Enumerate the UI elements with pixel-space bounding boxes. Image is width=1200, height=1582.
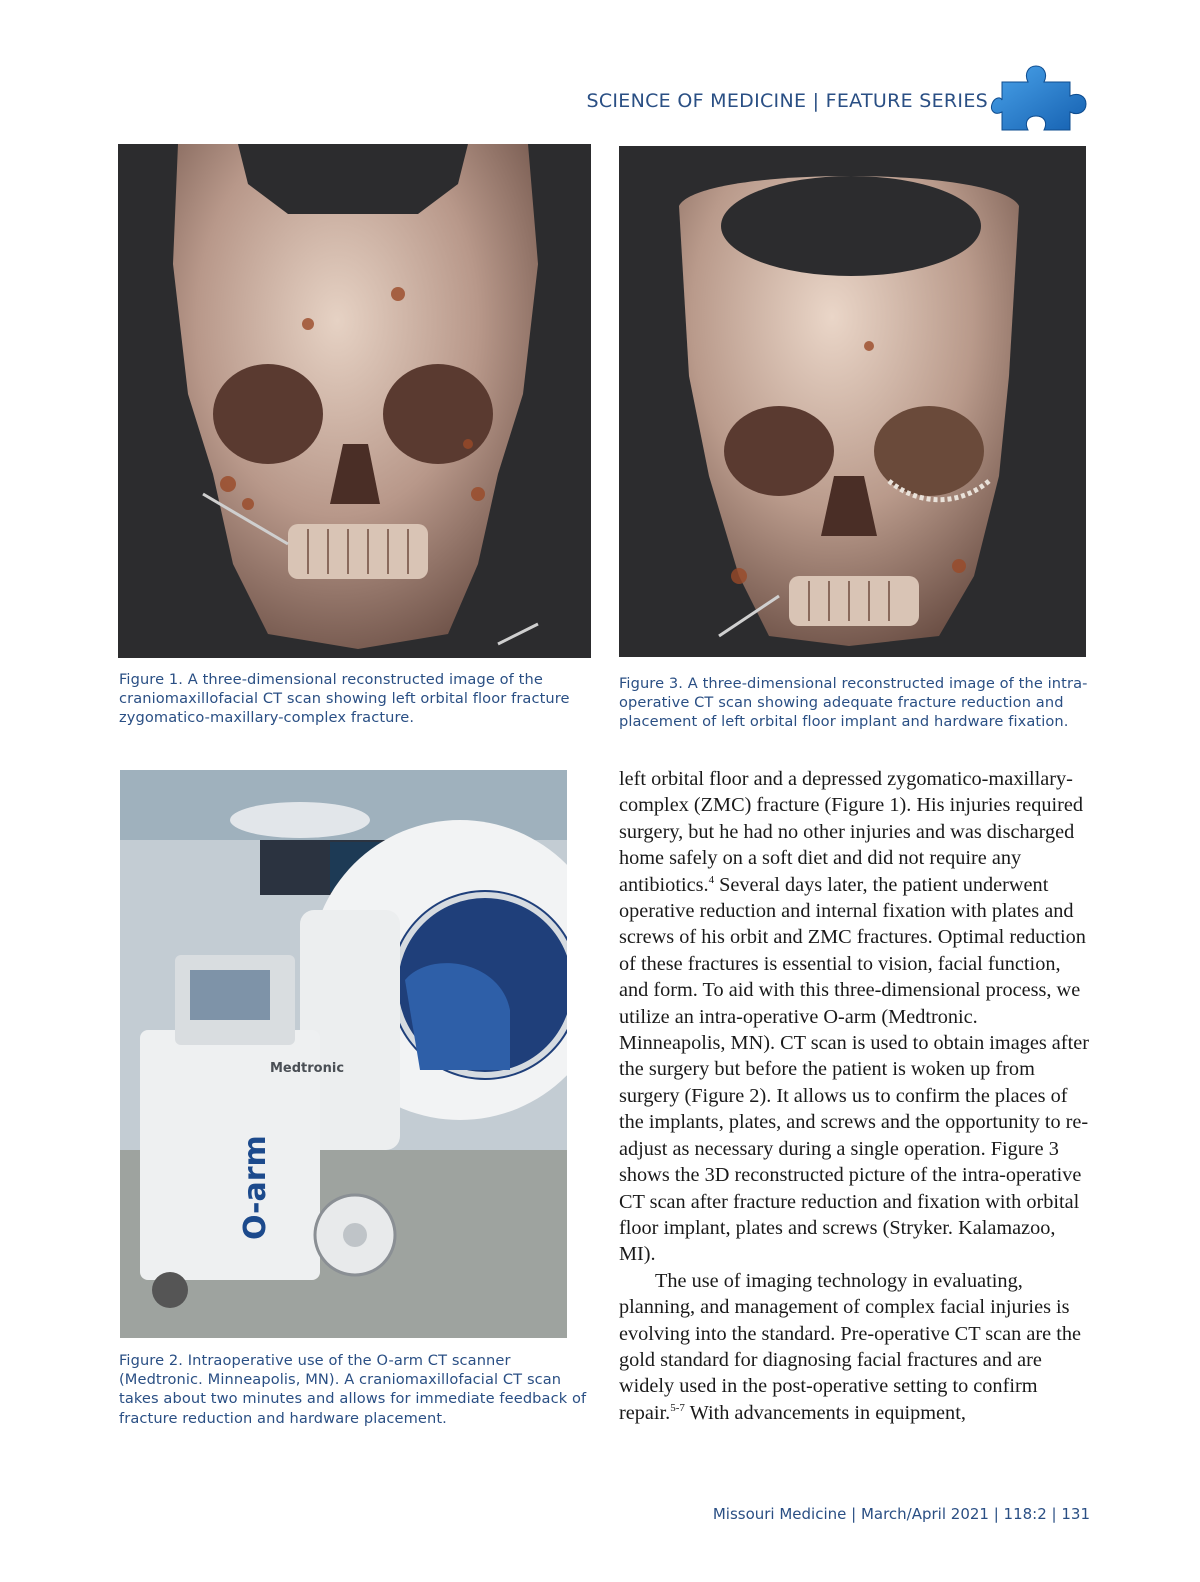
figure-2-caption: Figure 2. Intraoperative use of the O-arm CT scanner (Medtronic. Minneapolis, MN). A craniomaxillofacial CT scan takes about two minutes and allows for immediate feedback of fracture reduction and hardware placement. [119,1352,587,1427]
body-paragraph-1 [619,766,1089,1268]
body-text-span: left orbital floor and a depressed zygomatico-maxillary-complex (ZMC) fracture (Figure 1). His injuries required surgery, but he had no other injuries and was discharged home safely on a soft diet and did not require any antibiotics. [619,768,1084,896]
citation-superscript: 5-7 [670,1401,685,1414]
article-body [619,766,1089,1426]
body-text-span: With advancements in equipment, [684,1401,966,1424]
svg-text:O-arm: O-arm [238,1135,273,1240]
svg-text:Medtronic: Medtronic [270,1061,345,1076]
body-text-span: Several days later, the patient underwent operative reduction and internal fixation with plates and screws of his orbit and ZMC fractures. Optimal reduction of these fractures is essential to vision, facial function, and form. To aid with this three-dimensional process, we utilize an intra-operative O-arm (Medtronic. Minneapolis, MN). CT scan is used to obtain images after the surgery but before the patient is woken up from surgery (Figure 2). It allows us to confirm the places of the implants, plates, and screws and the opportunity to re-adjust as necessary during a single operation. Figure 3 shows the 3D reconstructed picture of the intra-operative CT scan after fracture reduction and fixation with orbital floor implant, plates and screws (Stryker. Kalamazoo, MI). [619,873,1089,1266]
figure-2-o-arm-photo [120,770,567,1338]
citation-superscript: 4 [708,873,715,886]
body-text-span: The use of imaging technology in evaluating, planning, and management of complex facial injuries is evolving into the standard. Pre-operative CT scan are the gold standard for diagnosing facial fractures and are widely used in the post-operative setting to confirm repair. [619,1269,1082,1424]
page-footer: Missouri Medicine | March/April 2021 | 118:2 | 131 [712,1505,1090,1523]
puzzle-piece-icon [990,60,1090,134]
figure-1-ct-skull-image [118,144,591,658]
figure-3-ct-skull-image [619,146,1086,657]
body-paragraph-2 [619,1268,1089,1426]
figure-1-caption: Figure 1. A three-dimensional reconstructed image of the craniomaxillofacial CT scan showing left orbital floor fracture zygomatico-maxillary-complex fracture. [119,671,570,727]
series-header: SCIENCE OF MEDICINE | FEATURE SERIES [586,90,988,112]
figure-3-caption: Figure 3. A three-dimensional reconstructed image of the intra-operative CT scan showing adequate fracture reduction and placement of left orbital floor implant and hardware fixation. [619,675,1088,731]
